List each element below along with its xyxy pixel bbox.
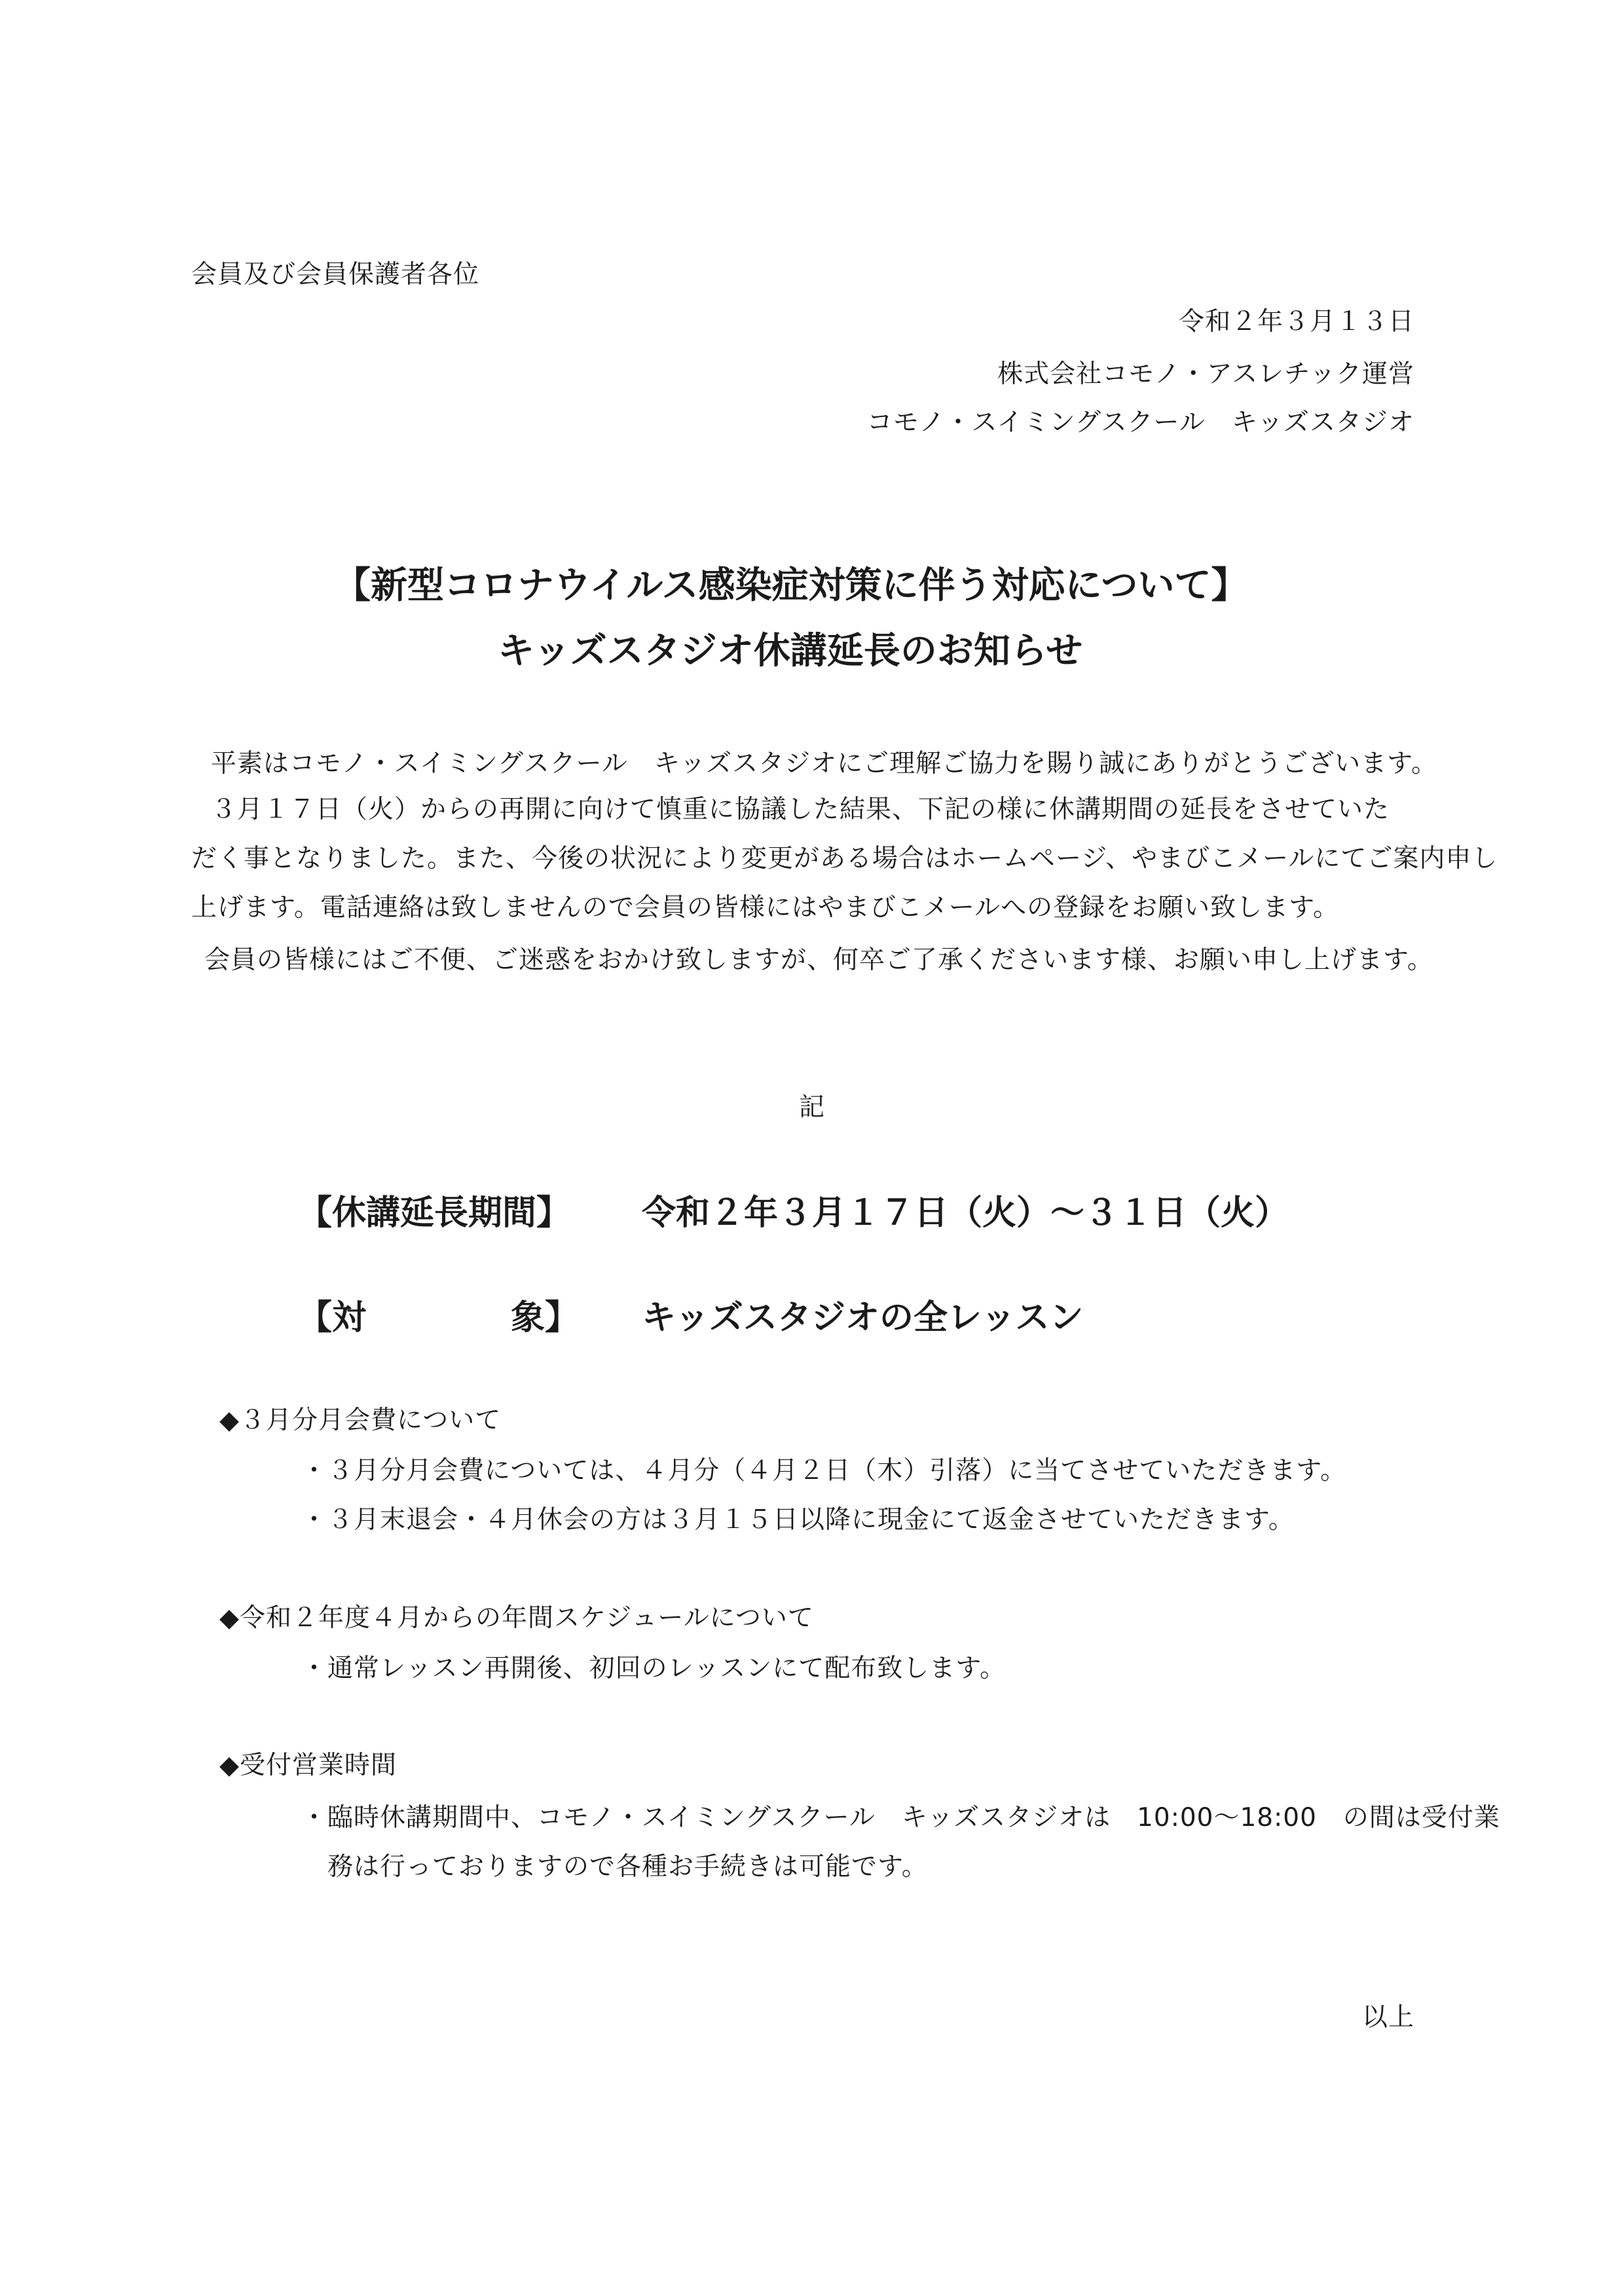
body-paragraph-2-line-1: ３月１７日（火）からの再開に向けて慎重に協議した結果、下記の様に休講期間の延長をさせていた [211,795,1390,824]
title-line-2: キッズスタジオ休講延長のお知らせ [498,630,1083,672]
section-fees-item-1: ・３月分月会費については、４月分（４月２日（木）引落）に当てさせていただきます。 [301,1456,1347,1485]
recipient-line: 会員及び会員保護者各位 [191,260,480,289]
body-paragraph-3: 会員の皆様にはご不便、ご迷惑をおかけ致しますが、何卒ご了承くださいます様、お願い申し上げます。 [204,945,1433,975]
section-reception-item-2: 務は行っておりますので各種お手続きは可能です。 [301,1852,928,1882]
target-label-close: 象】 [511,1298,580,1338]
closing-remark: 以上 [1361,2003,1414,2032]
body-paragraph-2-line-2: だく事となりました。また、今後の状況により変更がある場合はホームページ、やまびこメールにてご案内申し [191,844,1498,873]
period-label: 【休講延長期間】 [298,1194,571,1233]
body-paragraph-1: 平素はコモノ・スイミングスクール キッズスタジオにご理解ご協力を賜り誠にありがとうございます。 [211,749,1437,778]
issue-date: 令和２年３月１３日 [1178,307,1414,337]
sender-school: コモノ・スイミングスクール キッズスタジオ [866,408,1414,437]
section-schedule-item-1: ・通常レッスン再開後、初回のレッスンにて配布致します。 [301,1654,1006,1683]
period-value: 令和２年３月１７日（火）～３１日（火） [642,1194,1289,1233]
sender-company: 株式会社コモノ・アスレチック運営 [997,359,1414,389]
section-reception-item-1: ・臨時休講期間中、コモノ・スイミングスクール キッズスタジオは 10:00～18:00 の間は受付業 [301,1803,1500,1832]
body-paragraph-2-line-3: 上げます。電話連絡は致しませんので会員の皆様にはやまびこメールへの登録をお願い致します。 [191,893,1339,922]
target-value: キッズスタジオの全レッスン [642,1298,1084,1338]
title-line-1: 【新型コロナウイルス感染症対策に伴う対応について】 [334,564,1248,607]
section-fees-item-2: ・３月末退会・４月休会の方は３月１５日以降に現金にて返金させていただきます。 [301,1505,1295,1535]
ki-marker: 記 [798,1093,825,1122]
section-heading-fees: ◆３月分月会費について [219,1406,502,1435]
section-heading-reception: ◆受付営業時間 [219,1751,397,1780]
section-heading-schedule: ◆令和２年度４月からの年間スケジュールについて [219,1603,814,1633]
target-label-open: 【対 [298,1298,367,1338]
